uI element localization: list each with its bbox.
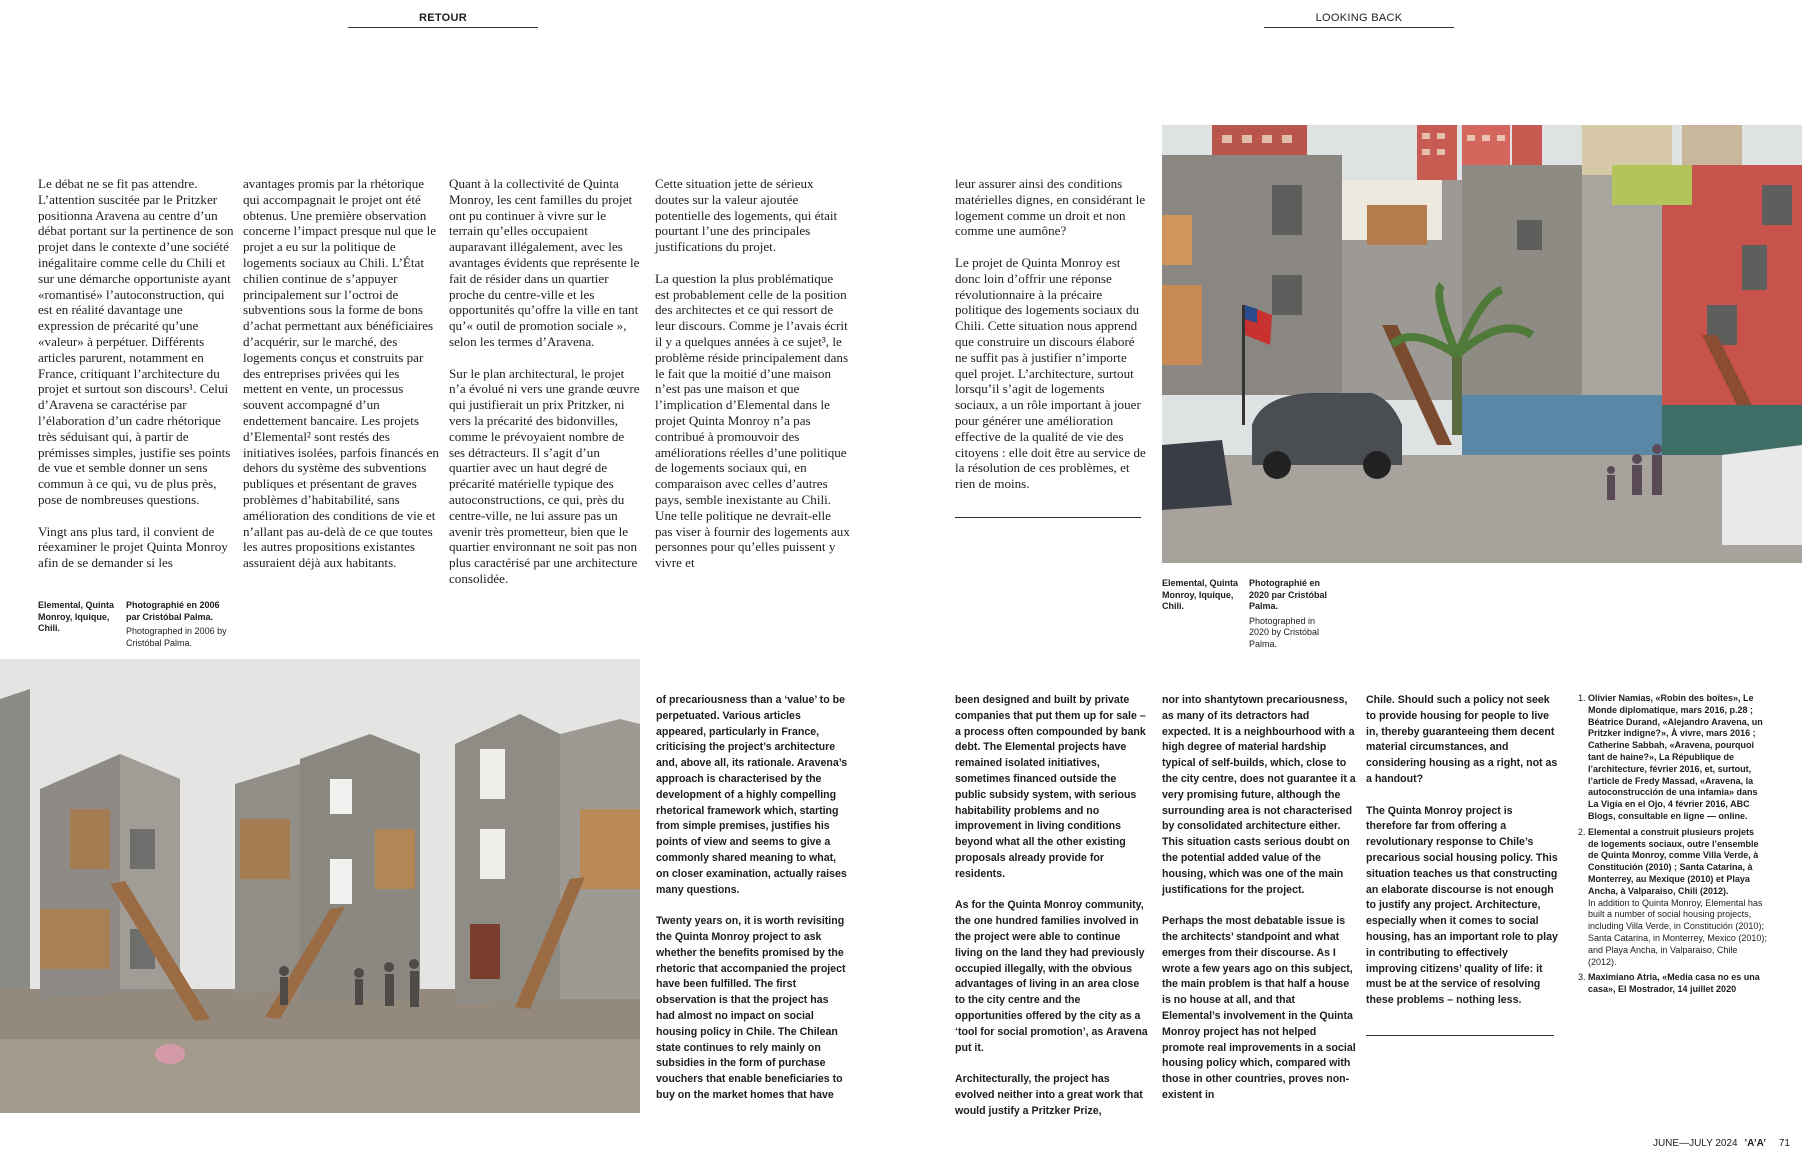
en-column-2: [955, 693, 1149, 1135]
page-number: 71: [1778, 1138, 1790, 1149]
paragraph: Chile. Should such a policy not seek to provide housing for people to live in, thereby guaranteeing them decent material circumstances, and considering housing as a right, not as a handout?: [1366, 694, 1558, 785]
paragraph: Le débat ne se fit pas attendre. L’attention suscitée par le Pritzker positionna Aravena au centre d’un débat portant sur la pertinence de son projet dans le contexte d’une société inégalitaire comme celle du Chili et sur une démarche opportuniste ayant «romantisé» l’autoconstruction, qui est en réalité davantage une expression de précarité qu’une «valeur» à perpétuer. Différents articles parurent, notamment en France, critiquant l’architecture du projet et surtout son discours¹. Celui d’Aravena se caractérise par l’élaboration d’un cadre rhétorique très séduisant qui, à partir de prémisses simples, justifie ses points de vue et semble donner un sens commun à ce qui, vu de plus près, pose de nombreuses questions.: [38, 176, 234, 507]
paragraph: Architecturally, the project has evolved neither into a great work that would justify a Pritzker Prize,: [955, 1073, 1143, 1117]
paragraph: Perhaps the most debatable issue is the architects’ standpoint and what emerges from their discourse. As I wrote a few years ago on this subject, the main problem is that half a house is no house at all, and that Elemental’s involvement in the Quinta Monroy project has not helped promote real improvements in a social housing policy which, compared with those in other countries, proves non-existent in: [1162, 915, 1356, 1101]
paragraph: Quant à la collectivité de Quinta Monroy, les cent familles du projet ont pu continuer à vivre sur le terrain qu’elles occupaient auparavant illégalement, avec les avantages évidents que représente le fait de résider dans un quartier proche du centre-ville et les opportunités qu’offre la ville en tant qu’« outil de promotion sociale », selon les termes d’Aravena.: [449, 176, 640, 349]
paragraph: been designed and built by private companies that put them up for sale – a process often compounded by bank debt. The Elemental projects have remained isolated initiatives, sometimes financed outside the public subsidy system, with serious habitability problems and no improvement in living conditions beyond what all the other existing proposals already provide for residents.: [955, 694, 1146, 880]
paragraph: Le projet de Quinta Monroy est donc loin d’offrir une réponse révolutionnaire à la précaire politique des logements sociaux du Chili. Cette situation nous apprend que construire un discours élaboré ne suffit pas à justifier n’importe quel projet. L’architecture, surtout lorsqu’il s’agit de logements sociaux, a un rôle important à jouer pour générer une amélioration effective de la qualité de vie des citoyens : elle doit être au service de la résolution de ces problèmes, et rien de moins.: [955, 254, 1146, 492]
paragraph: Cette situation jette de sérieux doutes sur la valeur ajoutée potentielle des logements, qui était pourtant l’une des principales justifications du projet.: [655, 176, 838, 255]
fr-column-5: [955, 176, 1147, 508]
fr-column-2: [243, 176, 441, 587]
footnotes: [1572, 693, 1767, 1000]
section-header-left: RETOUR: [348, 12, 538, 28]
footnote-3: 3. Maximiano Atria, «Media casa no es una casa», El Mostrador, 14 juillet 2020: [1588, 972, 1767, 996]
caption-credit-en: Photographed in 2006 by Cristóbal Palma.: [126, 626, 227, 648]
caption-title: Elemental, Quinta Monroy, Iquique, Chili.: [38, 600, 115, 633]
fr-column-1: [38, 176, 238, 587]
paragraph: Vingt ans plus tard, il convient de réexaminer le projet Quinta Monroy afin de se demander si les: [38, 523, 228, 571]
photo-quinta-monroy-2020: [1162, 125, 1802, 563]
caption-credit-fr: Photographié en 2006 par Cristóbal Palma.: [126, 600, 220, 622]
paragraph: As for the Quinta Monroy community, the one hundred families involved in the project were able to continue living on the land they had previously occupied illegally, with the obvious advantages of living in an area close to the city centre and the opportunities offered by the city as a ‘tool for social promotion’, as Aravena put it.: [955, 899, 1148, 1054]
caption-credit-fr: Photographié en 2020 par Cristóbal Palma.: [1249, 578, 1328, 611]
paragraph: Sur le plan architectural, le projet n’a évolué ni vers une grande œuvre qui justifierait un prix Pritzker, ni vers la précarité des bidonvilles, comme le prévoyaient nombre de ses détracteurs. Il s’agit d’un quartier avec un haut degré de précarité matérielle typique des autoconstructions, ce qui, près du centre-ville, ne lui assure pas un avenir très prometteur, bien que le quartier environnant ne soit pas non plus caractérisé par une architecture consolidée.: [449, 365, 640, 586]
en-end-rule: [1366, 1035, 1554, 1036]
fr-column-3: [449, 176, 641, 603]
section-header-right: LOOKING BACK: [1264, 12, 1454, 28]
paragraph: nor into shantytown precariousness, as many of its detractors had expected. It is a neighbourhood with a high degree of material hardship typical of self-builds, which, close to the city centre, does not guarantee it a very promising future, although the surrounding area is not characterised by consolidated architecture either. This situation casts serious doubt on the potential added value of the housing, which was one of the main justifications for the project.: [1162, 694, 1356, 896]
fr-column-4: [655, 176, 850, 587]
fr-end-rule: [955, 517, 1141, 518]
magazine-logo: ’A’A’: [1744, 1138, 1767, 1149]
en-column-4: [1366, 693, 1558, 1025]
caption-title: Elemental, Quinta Monroy, Iquique, Chili.: [1162, 578, 1239, 611]
en-column-3: [1162, 693, 1356, 1120]
paragraph: The Quinta Monroy project is therefore far from offering a revolutionary response to Chile’s precarious social housing policy. This situation teaches us that constructing an elaborate discourse is not enough to justify any project. Architecture, especially when it comes to social housing, has an important role to play in contributing to effectively improving citizens’ quality of life: it must be at the service of resolving these problems – nothing less.: [1366, 804, 1558, 1007]
footnote-1: 1. Olivier Namias, «Robin des boîtes», Le Monde diplomatique, mars 2016, p.28 ; Béatrice Durand, «Alejandro Aravena, un Pritzker indigne?», À vivre, mars 2016 ; Catherine Sabbah, «Aravena, pourquoi tant de haine?», La République de l’architecture, février 2016, et, surtout, l’article de Fredy Massad, «Aravena, la autoconstrucción de una infamia» dans La Vigía en el Ojo, 4 février 2016, ABC Blogs, consultable en ligne — online.: [1588, 693, 1767, 823]
paragraph: leur assurer ainsi des conditions matérielles dignes, en considérant le logement comme un droit et non comme une aumône?: [955, 176, 1146, 239]
issue-date: JUNE—JULY 2024: [1652, 1138, 1738, 1149]
paragraph: of precariousness than a ‘value’ to be perpetuated. Various articles appeared, particularly in France, criticising the project’s architecture and, above all, its rationale. Aravena’s approach is characterised by the development of a highly compelling rhetorical framework which, starting from simple premises, justifies his points of view and seems to give a commonly shared meaning to what, on closer examination, actually raises many questions.: [656, 694, 848, 896]
paragraph: La question la plus problématique est probablement celle de la position des architectes et ce qui ressort de leur discours. Comme je l’avais écrit il y a quelques années à ce sujet³, le problème réside principalement dans le fait que la moitié d’une maison n’est pas une maison et que l’implication d’Elemental dans le projet Quinta Monroy n’a pas contribué à promouvoir des améliorations réelles d’une politique de logements sociaux qui, en comparaison avec celles d’autres pays, semble inexistante au Chili. Une telle politique ne devrait-elle pas viser à fournir des logements aux personnes pour qu’elles puissent y vivre et: [655, 270, 850, 571]
paragraph: Twenty years on, it is worth revisiting the Quinta Monroy project to ask whether the benefits promised by the rhetoric that accompanied the project have been fulfilled. The first observation is that the project has had almost no impact on social housing policy in Chile. The Chilean state continues to rely mainly on subsidies in the form of purchase vouchers that enable beneficiaries to buy on the market homes that have: [656, 915, 846, 1101]
paragraph: avantages promis par la rhétorique qui accompagnait le projet ont été obtenus. Une première observation concerne l’impact presque nul que le projet a eu sur la politique de logements sociaux au Chili. L’État chilien continue de s’appuyer principalement sur l’octroi de subventions sous la forme de bons d’achat permettant aux bénéficiaires d’acquérir, sur le marché, des logements conçus et construits par des entreprises privées qui les mettent en vente, un processus souvent accompagné d’un endettement bancaire. Les projets d’Elemental² sont restés des initiatives isolées, parfois financés en dehors du système des subventions publiques et présentant de graves problèmes d’habitabilité, sans amélioration des conditions de vie et n’allant pas au-delà de ce que toutes les autres propositions existantes assuraient déjà aux habitants.: [243, 176, 439, 571]
footnote-2: 2. Elemental a construit plusieurs projets de logements sociaux, outre l’ensemble de Quinta Monroy, comme Villa Verde, à Constitución (2010) ; Santa Catarina, à Monterrey, au Mexique (2010) et Playa Ancha, à Valparaiso, Chili (2012). In addition to Quinta Monroy, Elemental has built a number of social housing projects, including Villa Verde, in Constitución (2010); Santa Catarina, in Monterrey, Mexico (2010); and Playa Ancha, in Valparaiso, Chile (2012).: [1588, 827, 1767, 969]
en-column-1: [656, 693, 850, 1120]
page-footer: [1600, 1138, 1790, 1149]
photo-quinta-monroy-2006: [0, 659, 640, 1113]
caption-credit-en: Photographed in 2020 by Cristóbal Palma.: [1249, 615, 1320, 649]
